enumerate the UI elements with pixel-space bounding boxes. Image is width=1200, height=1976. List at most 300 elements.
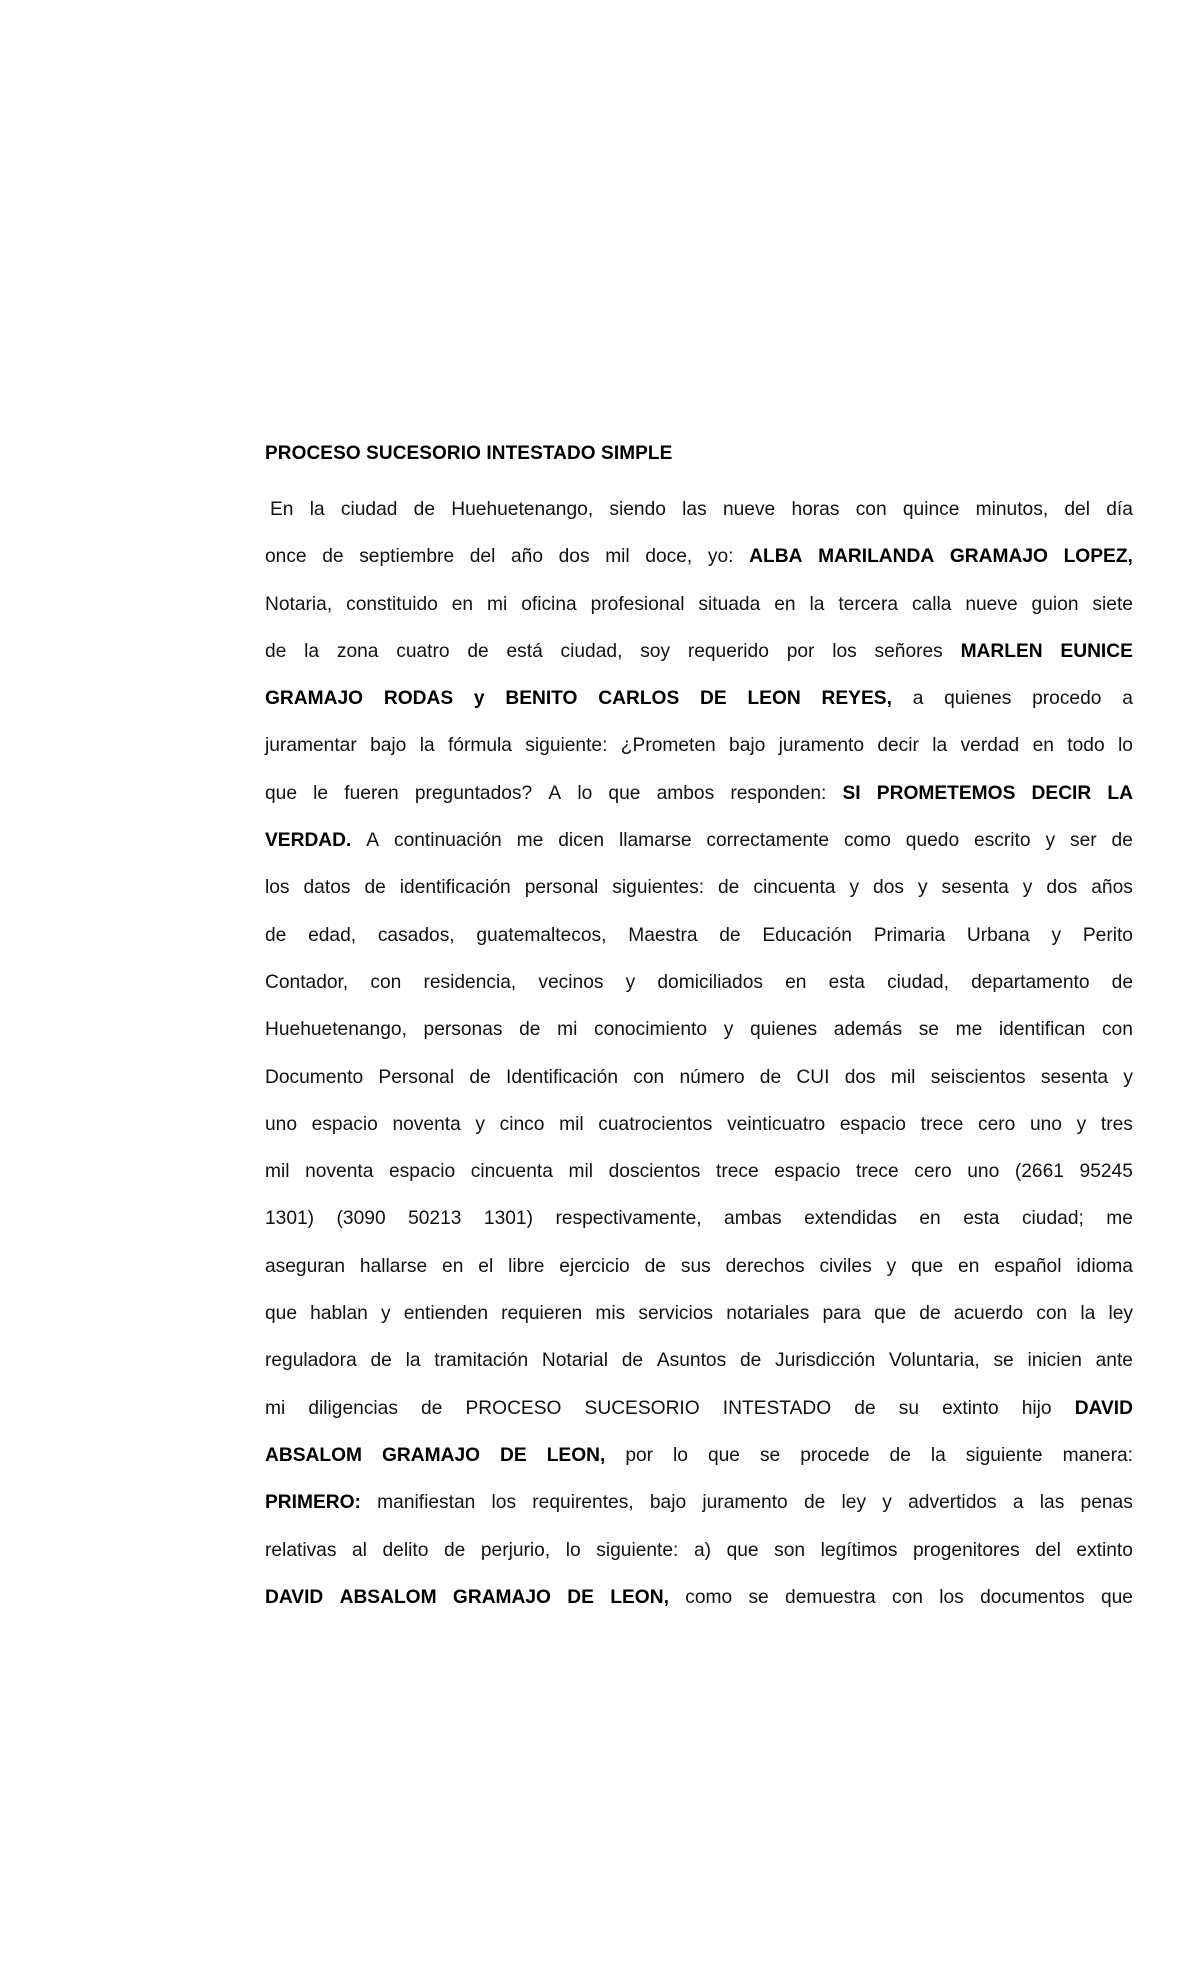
body-word: la (419, 735, 435, 757)
body-word: noventa (305, 1161, 374, 1183)
body-word: GRAMAJO (949, 546, 1048, 568)
body-word: REYES, (821, 688, 892, 710)
body-word: doce, (645, 546, 693, 568)
body-word: año (510, 546, 543, 568)
body-word: situada (698, 593, 761, 615)
body-word: y (1022, 877, 1033, 899)
body-word: de (644, 1255, 666, 1277)
body-word: LOPEZ, (1063, 546, 1133, 568)
body-word: zona (336, 640, 379, 662)
body-word: GRAMAJO (381, 1444, 481, 1466)
body-word: en (774, 593, 796, 615)
body-word: MARILANDA (818, 546, 935, 568)
body-word: fueren (344, 782, 399, 804)
body-word: once (265, 546, 307, 568)
body-word: escrito (974, 830, 1031, 852)
body-word: mi (265, 1397, 286, 1419)
body-word: mi (487, 593, 508, 615)
body-word: llamarse (618, 830, 692, 852)
body-word: procedo (1032, 688, 1102, 710)
body-word: los (491, 1492, 517, 1514)
body-word: Notarial (541, 1350, 608, 1372)
body-word: ALBA (749, 546, 803, 568)
body-word: DAVID (1074, 1397, 1133, 1419)
body-word: inicien (1027, 1350, 1082, 1372)
body-word: bajo (729, 735, 766, 757)
body-word: esta (828, 971, 865, 993)
body-word: oficina (521, 593, 577, 615)
body-word: por (625, 1444, 654, 1466)
body-line (265, 533, 1133, 580)
body-word: civiles (819, 1255, 872, 1277)
body-word: DE (500, 1444, 527, 1466)
body-word: siguiente: (596, 1539, 679, 1561)
body-word: Personal (378, 1066, 455, 1088)
body-word: dos (844, 1066, 876, 1088)
body-word: y (886, 1255, 897, 1277)
body-word: de (443, 1539, 466, 1561)
body-word: sesenta (1040, 1066, 1109, 1088)
body-word: siguientes: (612, 877, 705, 899)
body-word: hablan (310, 1303, 368, 1325)
body-word: español (994, 1255, 1062, 1277)
body-word: de (718, 877, 740, 899)
body-word: espacio (311, 1113, 378, 1135)
body-word: penas (1080, 1492, 1133, 1514)
body-word: y (625, 971, 636, 993)
body-word: procede (800, 1444, 870, 1466)
body-word: su (898, 1397, 919, 1419)
body-word: cuatrocientos (598, 1113, 713, 1135)
body-word: ley (1108, 1303, 1133, 1325)
body-word: Huehuetenango, (451, 499, 594, 520)
body-word: se (748, 1586, 769, 1608)
body-word: del (1064, 499, 1090, 520)
body-word: en (451, 593, 474, 615)
body-word: dos (558, 546, 590, 568)
body-word: que (707, 1444, 740, 1466)
body-word: espacio (839, 1113, 906, 1135)
body-word: de (739, 1350, 762, 1372)
body-word: reguladora (265, 1350, 357, 1372)
body-word: decir (877, 735, 919, 757)
body-word: Jurisdicción (775, 1350, 876, 1372)
body-word: siguiente (965, 1444, 1043, 1466)
body-word: LA (1107, 782, 1133, 804)
body-word: SUCESORIO (584, 1397, 700, 1419)
body-line (265, 1432, 1133, 1479)
body-word: Identificación (506, 1066, 618, 1088)
body-word: la (932, 735, 948, 757)
body-word: mil (568, 1161, 594, 1183)
body-word: años (1091, 877, 1133, 899)
body-word: ser (1069, 830, 1097, 852)
body-word: INTESTADO (722, 1397, 832, 1419)
body-word: los (832, 640, 857, 662)
body-word: me (516, 830, 544, 852)
body-word: ley (841, 1492, 867, 1514)
body-word: de (265, 924, 287, 946)
body-word: con (370, 971, 402, 993)
body-word: LEON (747, 688, 801, 710)
body-word: A (366, 830, 380, 852)
body-word: profesional (590, 593, 685, 615)
body-word: y (849, 877, 860, 899)
body-word: que (1100, 1586, 1133, 1608)
body-word: minutos, (975, 499, 1049, 520)
body-line (265, 770, 1133, 817)
body-word: juramentar (265, 735, 357, 757)
body-word: ambos (656, 782, 715, 804)
body-word: ciudad, (560, 640, 623, 662)
body-word: ante (1095, 1350, 1133, 1372)
body-word: esta (963, 1208, 1000, 1230)
body-word: fórmula (447, 735, 512, 757)
body-word: a (1122, 688, 1133, 710)
body-word: identificación (399, 877, 511, 899)
body-line (265, 1574, 1133, 1621)
body-word: uno (967, 1161, 1000, 1183)
body-word: ciudad; (1021, 1208, 1084, 1230)
body-word: de (364, 877, 386, 899)
body-word: mil (559, 1113, 584, 1135)
body-word: de (621, 1350, 644, 1372)
body-word: cinco (499, 1113, 545, 1135)
body-word: me (1106, 1208, 1133, 1230)
body-word: idioma (1076, 1255, 1133, 1277)
body-word: quince (902, 499, 960, 520)
body-word: (3090 (336, 1208, 386, 1230)
body-word: y (473, 688, 485, 710)
body-word: le (313, 782, 329, 804)
body-word: lo (1117, 735, 1133, 757)
body-word: la (309, 499, 325, 520)
body-word: uno (1029, 1113, 1062, 1135)
body-word: edad, (308, 924, 357, 946)
body-word: LEON, (610, 1586, 669, 1608)
body-word: personas (423, 1019, 503, 1041)
body-word: y (380, 1303, 391, 1325)
body-word: EUNICE (1060, 640, 1133, 662)
body-word: Asuntos (656, 1350, 727, 1372)
body-word: y (1051, 924, 1062, 946)
body-word: DAVID (265, 1586, 324, 1608)
body-word: de (370, 1350, 392, 1372)
body-word: acuerdo (953, 1303, 1024, 1325)
body-word: libre (508, 1255, 545, 1277)
body-word: vecinos (538, 971, 604, 993)
body-line (265, 722, 1133, 769)
body-word: CARLOS (598, 688, 680, 710)
body-line (265, 1527, 1133, 1574)
body-word: señores (874, 640, 943, 662)
body-word: personal (524, 877, 599, 899)
body-line (265, 1101, 1133, 1148)
body-word: con (855, 499, 887, 520)
body-word: y (1123, 1066, 1133, 1088)
body-word: espacio (774, 1161, 841, 1183)
body-word: horas (791, 499, 840, 520)
body-word: que (874, 1303, 907, 1325)
body-word: siete (1092, 593, 1133, 615)
body-word: la (1080, 1303, 1096, 1325)
body-word: y (1045, 830, 1056, 852)
body-word: GRAMAJO (265, 688, 364, 710)
body-word: 95245 (1079, 1161, 1133, 1183)
body-word: a (912, 688, 924, 710)
body-word: que (265, 782, 298, 804)
body-word: cero (977, 1113, 1016, 1135)
body-word: y (882, 1492, 892, 1514)
body-word: día (1106, 499, 1133, 520)
body-word: servicios (638, 1303, 714, 1325)
body-word: con (1101, 1019, 1133, 1041)
body-word: legítimos (820, 1539, 898, 1561)
body-word: ciudad, (887, 971, 949, 993)
body-word: ABSALOM (339, 1586, 437, 1608)
body-word: y (1076, 1113, 1087, 1135)
body-word: con (892, 1586, 923, 1608)
body-word: mil (890, 1066, 916, 1088)
body-line (265, 1337, 1133, 1384)
body-word: verdad (960, 735, 1020, 757)
body-word: constituido (346, 593, 438, 615)
body-word: identifican (998, 1019, 1086, 1041)
body-word: GRAMAJO (452, 1586, 551, 1608)
body-word: diligencias (308, 1397, 398, 1419)
body-word: que (265, 1303, 298, 1325)
body-word: Notaria, (265, 593, 333, 615)
body-word: septiembre (359, 546, 455, 568)
body-line (265, 581, 1133, 628)
body-word: advertidos (908, 1492, 997, 1514)
body-word: aseguran (265, 1255, 346, 1277)
body-word: de (919, 1303, 941, 1325)
body-word: está (506, 640, 543, 662)
body-word: quienes (749, 1019, 818, 1041)
body-word: lo (565, 1539, 581, 1561)
body-word: de (413, 499, 436, 520)
body-word: número (679, 1066, 745, 1088)
document-title: PROCESO SUCESORIO INTESTADO SIMPLE (265, 443, 673, 464)
body-word: siguiente: (525, 735, 608, 757)
body-word: requirentes, (532, 1492, 634, 1514)
body-word: juramento (702, 1492, 788, 1514)
body-word: cero (914, 1161, 952, 1183)
body-word: ¿Prometen (620, 735, 716, 757)
body-word: ejercicio (559, 1255, 630, 1277)
body-word: guion (1031, 593, 1079, 615)
body-word: mi (557, 1019, 578, 1041)
body-word: responden: (730, 782, 827, 804)
body-word: correctamente (706, 830, 830, 852)
body-line (265, 1385, 1133, 1432)
body-word: la (405, 1350, 421, 1372)
body-word: del (1035, 1539, 1061, 1561)
body-word: continuación (393, 830, 502, 852)
body-word: de (469, 1066, 491, 1088)
body-line (265, 1006, 1133, 1053)
body-word: bajo (370, 735, 407, 757)
body-word: con (633, 1066, 665, 1088)
body-word: sus (680, 1255, 711, 1277)
body-word: de (421, 1397, 443, 1419)
body-word: al (352, 1539, 367, 1561)
body-word: requieren (501, 1303, 583, 1325)
body-word: que (726, 1539, 759, 1561)
body-word: la (304, 640, 320, 662)
body-word: quienes (944, 688, 1012, 710)
body-word: MARLEN (960, 640, 1043, 662)
body-word: mil (265, 1161, 290, 1183)
body-word: noventa (392, 1113, 461, 1135)
body-word: tercera (838, 593, 899, 615)
body-word: soy (640, 640, 671, 662)
body-word: veinticuatro (727, 1113, 826, 1135)
body-word: manifiestan (377, 1492, 476, 1514)
body-word: (2661 (1014, 1161, 1064, 1183)
body-line (265, 628, 1133, 675)
body-word: LEON, (546, 1444, 606, 1466)
body-word: para (822, 1303, 861, 1325)
body-word: Documento (265, 1066, 364, 1088)
body-word: dicen (558, 830, 605, 852)
body-word: cincuenta (753, 877, 836, 899)
body-word: son (774, 1539, 806, 1561)
body-word: los (265, 877, 290, 899)
body-word: cuatro (396, 640, 450, 662)
body-word: PROMETEMOS (876, 782, 1016, 804)
body-word: en (919, 1208, 941, 1230)
body-word: quedo (905, 830, 960, 852)
body-word: los (939, 1586, 964, 1608)
body-line (265, 817, 1133, 864)
body-word: delito (382, 1539, 429, 1561)
body-word: notariales (726, 1303, 810, 1325)
body-word: y (723, 1019, 734, 1041)
body-word: bajo (649, 1492, 687, 1514)
body-word: la (930, 1444, 946, 1466)
body-word: las (682, 499, 707, 520)
body-word: extinto (1076, 1539, 1133, 1561)
body-word: DECIR (1031, 782, 1092, 804)
body-word: y (475, 1113, 485, 1135)
body-word: el (478, 1255, 494, 1277)
body-word: requerido (687, 640, 769, 662)
body-line (265, 1290, 1133, 1337)
body-word: Huehuetenango, (265, 1019, 407, 1041)
body-word: en (1032, 735, 1054, 757)
body-word: SI (842, 782, 861, 804)
body-word: Maestra (628, 924, 698, 946)
body-word: en (785, 971, 807, 993)
body-word: Educación (762, 924, 852, 946)
body-word: de (467, 640, 489, 662)
body-word: de (265, 640, 287, 662)
body-word: yo: (707, 546, 734, 568)
body-word: como (685, 1586, 733, 1608)
document-body (265, 486, 1133, 1621)
body-word: datos (303, 877, 351, 899)
body-word: domiciliados (657, 971, 763, 993)
body-word: PRIMERO: (265, 1492, 361, 1514)
body-word: de (1111, 830, 1133, 852)
body-word: se (918, 1019, 939, 1041)
body-word: calla (911, 593, 952, 615)
body-line (265, 486, 1133, 533)
body-word: tramitación (434, 1350, 529, 1372)
body-word: 1301) (483, 1208, 533, 1230)
body-word: manera: (1062, 1444, 1133, 1466)
body-word: además (833, 1019, 903, 1041)
body-word: casados, (377, 924, 455, 946)
body-word: ambas (724, 1208, 782, 1230)
body-word: de (854, 1397, 876, 1419)
body-word: Contador, (265, 971, 349, 993)
body-word: nueve (722, 499, 776, 520)
body-word: de (1111, 971, 1133, 993)
body-word: espacio (389, 1161, 456, 1183)
body-word: de (719, 924, 741, 946)
body-word: a (1012, 1492, 1024, 1514)
body-word: departamento (971, 971, 1090, 993)
body-word: juramento (778, 735, 864, 757)
body-word: Voluntaria, (889, 1350, 980, 1372)
body-word: entienden (403, 1303, 488, 1325)
body-word: dos (873, 877, 904, 899)
body-line (265, 1243, 1133, 1290)
body-line (265, 1195, 1133, 1242)
body-word: uno (265, 1113, 298, 1135)
body-word: en (442, 1255, 464, 1277)
body-word: lo (577, 782, 593, 804)
body-word: mil (605, 546, 630, 568)
body-word: que (608, 782, 641, 804)
body-word: respectivamente, (555, 1208, 702, 1230)
body-word: de (322, 546, 344, 568)
body-word: extinto (942, 1397, 999, 1419)
body-word: En (270, 499, 294, 520)
body-line (265, 912, 1133, 959)
body-word: cincuenta (470, 1161, 553, 1183)
body-word: perjurio, (480, 1539, 551, 1561)
body-word: trece (856, 1161, 899, 1183)
body-word: documentos (980, 1586, 1085, 1608)
body-word: dos (1046, 877, 1078, 899)
body-word: lo (673, 1444, 688, 1466)
body-word: ciudad (340, 499, 398, 520)
body-word: la (809, 593, 825, 615)
body-word: y (917, 877, 928, 899)
body-word: doscientos (608, 1161, 701, 1183)
body-word: tres (1100, 1113, 1133, 1135)
body-word: hallarse (359, 1255, 428, 1277)
body-line (265, 1148, 1133, 1195)
body-word: BENITO (505, 688, 578, 710)
body-word: derechos (725, 1255, 805, 1277)
body-word: Perito (1082, 924, 1133, 946)
body-word: se (759, 1444, 781, 1466)
body-line (265, 1479, 1133, 1526)
body-word: siendo (609, 499, 666, 520)
body-word: conocimiento (594, 1019, 708, 1041)
body-word: de (803, 1492, 826, 1514)
body-word: trece (920, 1113, 964, 1135)
body-word: como (843, 830, 891, 852)
body-word: CUI (796, 1066, 830, 1088)
body-word: extendidas (804, 1208, 897, 1230)
body-word: Primaria (873, 924, 946, 946)
